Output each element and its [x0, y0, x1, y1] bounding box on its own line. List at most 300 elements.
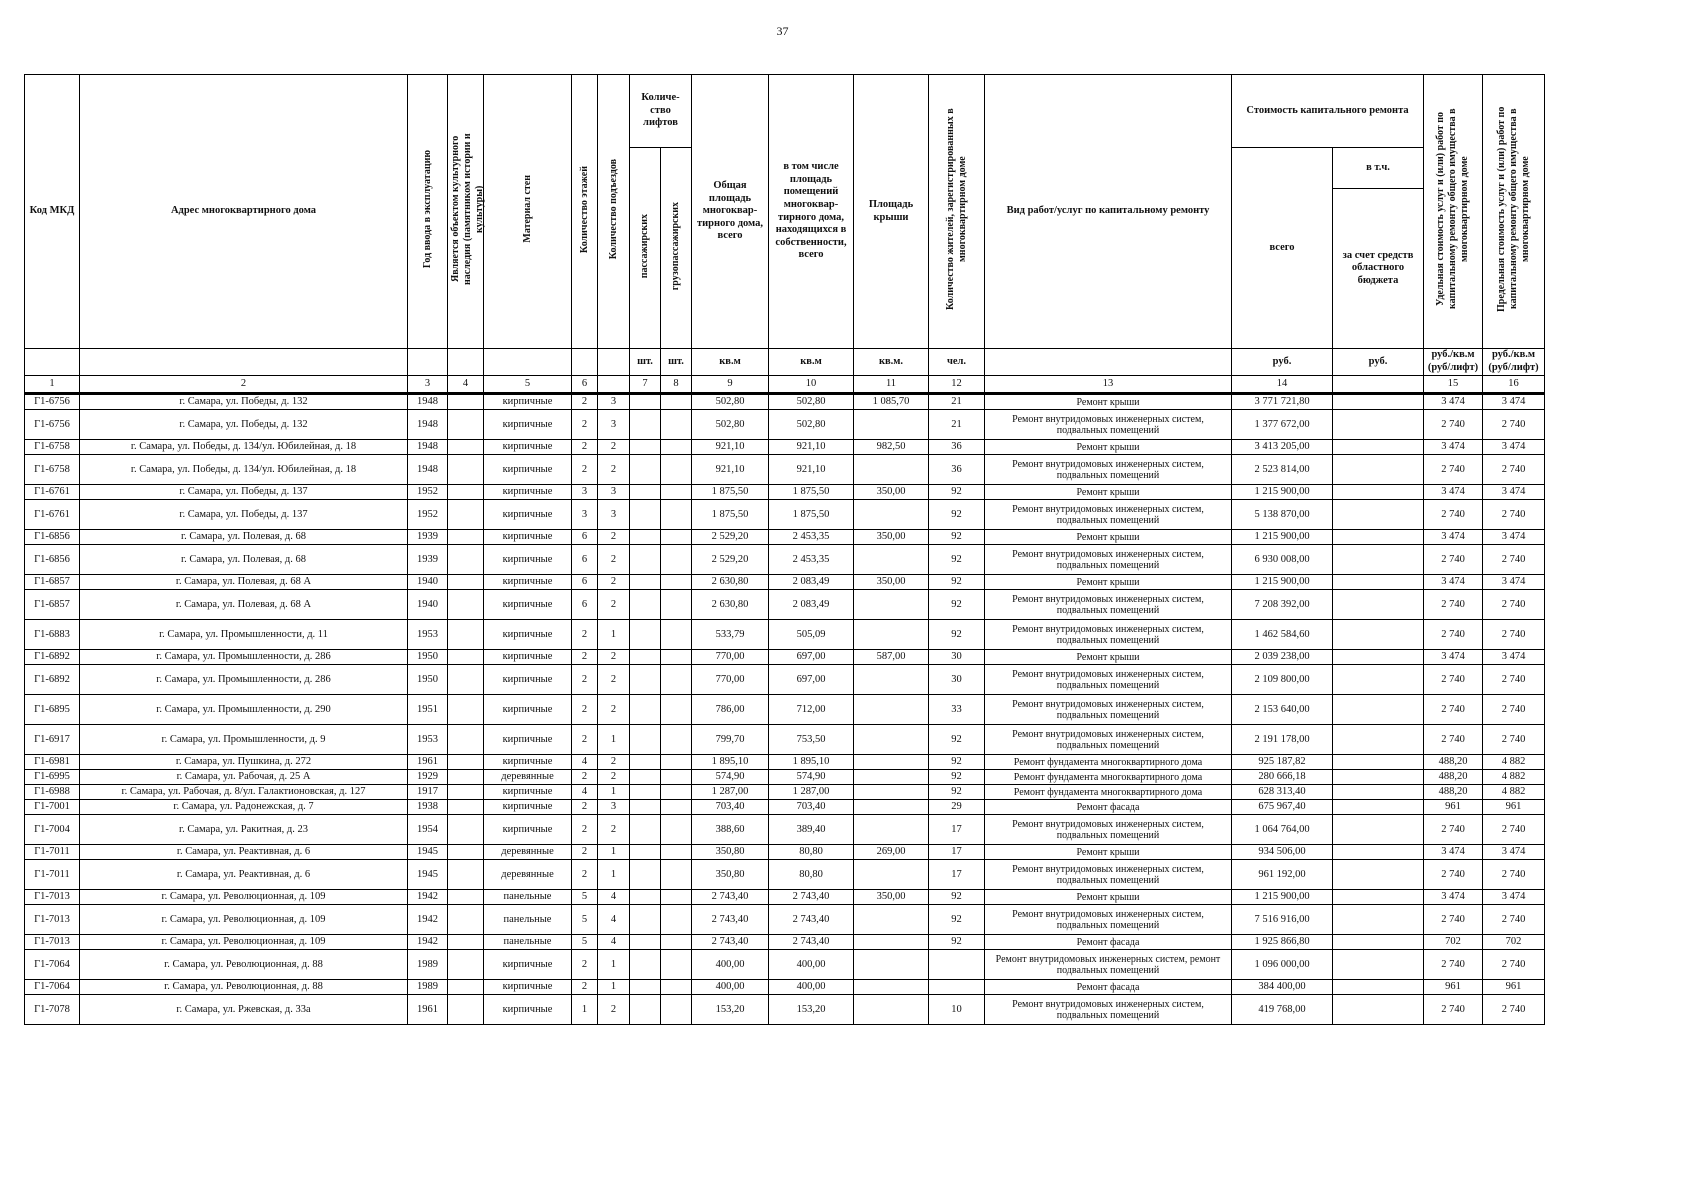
column-number: 4 — [448, 376, 484, 394]
cell-year: 1950 — [408, 665, 448, 695]
unit-rub-per: руб./кв.м (руб/лифт) — [1424, 349, 1483, 376]
cell-roof-area — [854, 800, 929, 815]
cell-passenger — [630, 755, 661, 770]
cell-code: Г1-7013 — [25, 890, 80, 905]
cell-work-type: Ремонт внутридомовых инженерных систем, подвальных помещений — [985, 590, 1232, 620]
cell-passenger — [630, 575, 661, 590]
cell-residents: 29 — [929, 800, 985, 815]
cell-unit-cost: 2 740 — [1424, 905, 1483, 935]
cell-regional — [1333, 530, 1424, 545]
cell-total-area: 2 743,40 — [692, 890, 769, 905]
cell-roof-area — [854, 935, 929, 950]
cell-unit-cost: 3 474 — [1424, 440, 1483, 455]
cell-passenger — [630, 530, 661, 545]
cell-regional — [1333, 650, 1424, 665]
cell-roof-area: 1 085,70 — [854, 394, 929, 410]
cell-year: 1948 — [408, 455, 448, 485]
table-row — [25, 755, 1545, 770]
cell-floors: 4 — [572, 785, 598, 800]
cell-work-type: Ремонт фундамента многоквартирного дома — [985, 770, 1232, 785]
cell-cost: 1 377 672,00 — [1232, 410, 1333, 440]
cell-regional — [1333, 845, 1424, 860]
cell-entrances: 4 — [598, 935, 630, 950]
cell-address: г. Самара, ул. Радонежская, д. 7 — [80, 800, 408, 815]
cell-total-area: 2 743,40 — [692, 905, 769, 935]
cell-total-area: 1 895,10 — [692, 755, 769, 770]
cell-roof-area: 587,00 — [854, 650, 929, 665]
table-row — [25, 590, 1545, 620]
cell-address: г. Самара, ул. Ржевская, д. 33а — [80, 995, 408, 1025]
cell-floors: 1 — [572, 995, 598, 1025]
cell-work-type: Ремонт внутридомовых инженерных систем, подвальных помещений — [985, 455, 1232, 485]
cell-freight — [661, 485, 692, 500]
cell-limit-cost: 3 474 — [1483, 845, 1545, 860]
cell-address: г. Самара, ул. Полевая, д. 68 — [80, 530, 408, 545]
cell-limit-cost: 3 474 — [1483, 394, 1545, 410]
cell-heritage — [448, 650, 484, 665]
cell-unit-cost: 2 740 — [1424, 665, 1483, 695]
header-freight: грузопассажирских — [661, 148, 692, 349]
table-row — [25, 815, 1545, 845]
cell-code: Г1-7011 — [25, 860, 80, 890]
cell-material: кирпичные — [484, 530, 572, 545]
cell-cost: 419 768,00 — [1232, 995, 1333, 1025]
cell-material: кирпичные — [484, 575, 572, 590]
cell-limit-cost: 4 882 — [1483, 785, 1545, 800]
cell-material: кирпичные — [484, 755, 572, 770]
cell-passenger — [630, 860, 661, 890]
cell-passenger — [630, 440, 661, 455]
cell-work-type: Ремонт внутридомовых инженерных систем, подвальных помещений — [985, 620, 1232, 650]
cell-cost: 2 109 800,00 — [1232, 665, 1333, 695]
unit-rub: руб. — [1232, 349, 1333, 376]
cell-address: г. Самара, ул. Промышленности, д. 290 — [80, 695, 408, 725]
cell-unit-cost: 2 740 — [1424, 995, 1483, 1025]
header-incl: в т.ч. — [1333, 148, 1424, 189]
cell-passenger — [630, 800, 661, 815]
cell-limit-cost: 2 740 — [1483, 620, 1545, 650]
cell-code: Г1-6756 — [25, 394, 80, 410]
cell-material: кирпичные — [484, 485, 572, 500]
cell-regional — [1333, 620, 1424, 650]
cell-code: Г1-6856 — [25, 530, 80, 545]
cell-regional — [1333, 905, 1424, 935]
cell-unit-cost: 2 740 — [1424, 725, 1483, 755]
cell-freight — [661, 980, 692, 995]
cell-cost: 1 096 000,00 — [1232, 950, 1333, 980]
cell-total-area: 2 743,40 — [692, 935, 769, 950]
unit-rub: руб. — [1333, 349, 1424, 376]
cell-code: Г1-7078 — [25, 995, 80, 1025]
cell-year: 1951 — [408, 695, 448, 725]
cell-freight — [661, 905, 692, 935]
cell-residents: 92 — [929, 785, 985, 800]
cell-heritage — [448, 410, 484, 440]
table-row — [25, 440, 1545, 455]
cell-material: кирпичные — [484, 650, 572, 665]
cell-owned-area: 80,80 — [769, 845, 854, 860]
cell-passenger — [630, 394, 661, 410]
unit-people: чел. — [929, 349, 985, 376]
cell-limit-cost: 2 740 — [1483, 665, 1545, 695]
cell-heritage — [448, 394, 484, 410]
cell-work-type: Ремонт внутридомовых инженерных систем, подвальных помещений — [985, 500, 1232, 530]
page-number: 37 — [776, 24, 789, 38]
cell-heritage — [448, 500, 484, 530]
cell-heritage — [448, 890, 484, 905]
cell-unit-cost: 2 740 — [1424, 695, 1483, 725]
cell-residents — [929, 950, 985, 980]
cell-regional — [1333, 860, 1424, 890]
cell-entrances: 4 — [598, 905, 630, 935]
cell-roof-area: 350,00 — [854, 485, 929, 500]
cell-total-area: 350,80 — [692, 845, 769, 860]
cell-address: г. Самара, ул. Промышленности, д. 286 — [80, 665, 408, 695]
cell-cost: 1 215 900,00 — [1232, 575, 1333, 590]
cell-residents: 92 — [929, 905, 985, 935]
cell-regional — [1333, 800, 1424, 815]
cell-limit-cost: 3 474 — [1483, 440, 1545, 455]
cell-address: г. Самара, ул. Победы, д. 134/ул. Юбилейная, д. 18 — [80, 440, 408, 455]
table-row — [25, 905, 1545, 935]
cell-freight — [661, 770, 692, 785]
cell-residents: 92 — [929, 725, 985, 755]
cell-passenger — [630, 500, 661, 530]
cell-material: кирпичные — [484, 665, 572, 695]
column-number: 2 — [80, 376, 408, 394]
cell-owned-area: 921,10 — [769, 440, 854, 455]
cell-cost: 961 192,00 — [1232, 860, 1333, 890]
cell-residents: 92 — [929, 575, 985, 590]
cell-floors: 2 — [572, 860, 598, 890]
column-number: 13 — [985, 376, 1232, 394]
cell-residents: 36 — [929, 440, 985, 455]
cell-total-area: 2 529,20 — [692, 530, 769, 545]
cell-cost: 384 400,00 — [1232, 980, 1333, 995]
cell-total-area: 2 630,80 — [692, 575, 769, 590]
table-header — [25, 75, 1545, 394]
header-elevators: Количе-ство лифтов — [630, 75, 692, 148]
cell-material: кирпичные — [484, 394, 572, 410]
cell-total-area: 153,20 — [692, 995, 769, 1025]
cell-year: 1950 — [408, 650, 448, 665]
cell-total-area: 770,00 — [692, 665, 769, 695]
cell-year: 1929 — [408, 770, 448, 785]
cell-owned-area: 2 083,49 — [769, 590, 854, 620]
cell-cost: 6 930 008,00 — [1232, 545, 1333, 575]
cell-passenger — [630, 770, 661, 785]
cell-cost: 3 413 205,00 — [1232, 440, 1333, 455]
cell-owned-area: 753,50 — [769, 725, 854, 755]
cell-entrances: 1 — [598, 860, 630, 890]
cell-regional — [1333, 410, 1424, 440]
cell-floors: 5 — [572, 935, 598, 950]
cell-total-area: 770,00 — [692, 650, 769, 665]
cell-residents: 92 — [929, 890, 985, 905]
cell-code: Г1-7013 — [25, 905, 80, 935]
cell-freight — [661, 890, 692, 905]
cell-unit-cost: 2 740 — [1424, 500, 1483, 530]
cell-owned-area: 697,00 — [769, 665, 854, 695]
cell-heritage — [448, 440, 484, 455]
cell-code: Г1-6758 — [25, 440, 80, 455]
cell-work-type: Ремонт внутридомовых инженерных систем, подвальных помещений — [985, 815, 1232, 845]
cell-passenger — [630, 620, 661, 650]
table-row — [25, 665, 1545, 695]
cell-total-area: 2 529,20 — [692, 545, 769, 575]
cell-address: г. Самара, ул. Реактивная, д. 6 — [80, 860, 408, 890]
cell-passenger — [630, 725, 661, 755]
cell-address: г. Самара, ул. Пушкина, д. 272 — [80, 755, 408, 770]
cell-total-area: 799,70 — [692, 725, 769, 755]
cell-work-type: Ремонт внутридомовых инженерных систем, подвальных помещений — [985, 905, 1232, 935]
column-number: 9 — [692, 376, 769, 394]
header-unit-cost: Удельная стоимость услуг и (или) работ по капитальному ремонту общего имущества в многоквартирном доме — [1424, 75, 1483, 349]
cell-cost: 2 191 178,00 — [1232, 725, 1333, 755]
cell-owned-area: 505,09 — [769, 620, 854, 650]
cell-code: Г1-6917 — [25, 725, 80, 755]
cell-unit-cost: 961 — [1424, 800, 1483, 815]
cell-freight — [661, 695, 692, 725]
column-numbers-row — [25, 376, 1545, 394]
cell-year: 1942 — [408, 905, 448, 935]
cell-limit-cost: 2 740 — [1483, 455, 1545, 485]
table-row — [25, 845, 1545, 860]
cell-floors: 6 — [572, 545, 598, 575]
cell-passenger — [630, 845, 661, 860]
unit-sqm: кв.м — [769, 349, 854, 376]
cell-owned-area: 502,80 — [769, 394, 854, 410]
cell-passenger — [630, 545, 661, 575]
cell-code: Г1-7013 — [25, 935, 80, 950]
cell-entrances: 2 — [598, 665, 630, 695]
cell-residents: 21 — [929, 394, 985, 410]
cell-limit-cost: 2 740 — [1483, 725, 1545, 755]
cell-freight — [661, 815, 692, 845]
cell-limit-cost: 2 740 — [1483, 995, 1545, 1025]
cell-freight — [661, 995, 692, 1025]
cell-heritage — [448, 950, 484, 980]
cell-material: кирпичные — [484, 590, 572, 620]
column-number: 12 — [929, 376, 985, 394]
cell-entrances: 2 — [598, 530, 630, 545]
cell-entrances: 1 — [598, 980, 630, 995]
cell-entrances: 1 — [598, 845, 630, 860]
column-number — [598, 376, 630, 394]
cell-freight — [661, 394, 692, 410]
cell-passenger — [630, 695, 661, 725]
cell-code: Г1-6883 — [25, 620, 80, 650]
cell-address: г. Самара, ул. Рабочая, д. 8/ул. Галактионовская, д. 127 — [80, 785, 408, 800]
cell-freight — [661, 620, 692, 650]
cell-regional — [1333, 785, 1424, 800]
cell-address: г. Самара, ул. Реактивная, д. 6 — [80, 845, 408, 860]
cell-roof-area — [854, 980, 929, 995]
cell-regional — [1333, 755, 1424, 770]
header-cost-total: всего — [1232, 148, 1333, 349]
cell-limit-cost: 2 740 — [1483, 500, 1545, 530]
cell-address: г. Самара, ул. Революционная, д. 109 — [80, 935, 408, 950]
cell-residents: 21 — [929, 410, 985, 440]
cell-entrances: 3 — [598, 394, 630, 410]
cell-passenger — [630, 785, 661, 800]
cell-roof-area — [854, 455, 929, 485]
cell-unit-cost: 702 — [1424, 935, 1483, 950]
cell-owned-area: 2 083,49 — [769, 575, 854, 590]
cell-regional — [1333, 815, 1424, 845]
cell-freight — [661, 650, 692, 665]
cell-freight — [661, 950, 692, 980]
table-row — [25, 935, 1545, 950]
cell-passenger — [630, 935, 661, 950]
cell-address: г. Самара, ул. Победы, д. 132 — [80, 410, 408, 440]
cell-entrances: 3 — [598, 800, 630, 815]
cell-unit-cost: 3 474 — [1424, 890, 1483, 905]
cell-owned-area: 389,40 — [769, 815, 854, 845]
cell-address: г. Самара, ул. Революционная, д. 109 — [80, 890, 408, 905]
cell-total-area: 921,10 — [692, 440, 769, 455]
cell-residents: 92 — [929, 935, 985, 950]
cell-heritage — [448, 800, 484, 815]
cell-regional — [1333, 455, 1424, 485]
cell-material: кирпичные — [484, 800, 572, 815]
cell-year: 1961 — [408, 755, 448, 770]
cell-heritage — [448, 545, 484, 575]
cell-work-type: Ремонт фундамента многоквартирного дома — [985, 755, 1232, 770]
cell-floors: 3 — [572, 500, 598, 530]
cell-work-type: Ремонт крыши — [985, 394, 1232, 410]
cell-address: г. Самара, ул. Победы, д. 134/ул. Юбилейная, д. 18 — [80, 455, 408, 485]
cell-unit-cost: 961 — [1424, 980, 1483, 995]
header-work-type: Вид работ/услуг по капитальному ремонту — [985, 75, 1232, 349]
cell-cost: 280 666,18 — [1232, 770, 1333, 785]
cell-entrances: 3 — [598, 485, 630, 500]
cell-code: Г1-6856 — [25, 545, 80, 575]
table-row — [25, 650, 1545, 665]
cell-material: панельные — [484, 905, 572, 935]
cell-roof-area — [854, 725, 929, 755]
header-heritage: Является объектом культурного наследия (памятником истории и культуры) — [448, 75, 484, 349]
cell-unit-cost: 3 474 — [1424, 394, 1483, 410]
table-row — [25, 785, 1545, 800]
cell-entrances: 1 — [598, 725, 630, 755]
cell-owned-area: 1 875,50 — [769, 485, 854, 500]
cell-year: 1989 — [408, 980, 448, 995]
cell-entrances: 1 — [598, 620, 630, 650]
cell-cost: 3 771 721,80 — [1232, 394, 1333, 410]
cell-limit-cost: 3 474 — [1483, 485, 1545, 500]
header-total-area: Общая площадь многоквар-тирного дома, всего — [692, 75, 769, 349]
cell-entrances: 2 — [598, 770, 630, 785]
cell-heritage — [448, 905, 484, 935]
cell-heritage — [448, 815, 484, 845]
header-year: Год ввода в эксплуатацию — [408, 75, 448, 349]
cell-material: деревянные — [484, 860, 572, 890]
cell-year: 1940 — [408, 590, 448, 620]
cell-work-type: Ремонт внутридомовых инженерных систем, подвальных помещений — [985, 860, 1232, 890]
cell-code: Г1-6761 — [25, 500, 80, 530]
cell-regional — [1333, 665, 1424, 695]
cell-owned-area: 1 875,50 — [769, 500, 854, 530]
cell-unit-cost: 488,20 — [1424, 770, 1483, 785]
cell-roof-area: 350,00 — [854, 575, 929, 590]
cell-owned-area: 697,00 — [769, 650, 854, 665]
cell-address: г. Самара, ул. Полевая, д. 68 А — [80, 590, 408, 620]
cell-year: 1953 — [408, 620, 448, 650]
table-row — [25, 995, 1545, 1025]
cell-code: Г1-6758 — [25, 455, 80, 485]
cell-roof-area — [854, 545, 929, 575]
column-number: 16 — [1483, 376, 1545, 394]
cell-year: 1948 — [408, 394, 448, 410]
cell-roof-area — [854, 950, 929, 980]
cell-floors: 2 — [572, 665, 598, 695]
cell-material: кирпичные — [484, 995, 572, 1025]
cell-code: Г1-7004 — [25, 815, 80, 845]
table-row — [25, 620, 1545, 650]
cell-floors: 2 — [572, 410, 598, 440]
cell-year: 1917 — [408, 785, 448, 800]
cell-freight — [661, 755, 692, 770]
cell-heritage — [448, 755, 484, 770]
cell-owned-area: 1 287,00 — [769, 785, 854, 800]
cell-unit-cost: 2 740 — [1424, 860, 1483, 890]
cell-floors: 2 — [572, 980, 598, 995]
cell-work-type: Ремонт крыши — [985, 650, 1232, 665]
cell-entrances: 2 — [598, 590, 630, 620]
cell-entrances: 2 — [598, 995, 630, 1025]
cell-material: кирпичные — [484, 620, 572, 650]
cell-heritage — [448, 590, 484, 620]
cell-year: 1954 — [408, 815, 448, 845]
cell-residents: 92 — [929, 530, 985, 545]
cell-work-type: Ремонт крыши — [985, 845, 1232, 860]
cell-residents: 17 — [929, 860, 985, 890]
cell-owned-area: 153,20 — [769, 995, 854, 1025]
header-residents: Количество жителей, зарегистрированных в многоквартирном доме — [929, 75, 985, 349]
column-number: 11 — [854, 376, 929, 394]
cell-cost: 1 064 764,00 — [1232, 815, 1333, 845]
cell-material: панельные — [484, 890, 572, 905]
cell-floors: 2 — [572, 695, 598, 725]
cell-freight — [661, 530, 692, 545]
cell-code: Г1-6756 — [25, 410, 80, 440]
cell-code: Г1-6995 — [25, 770, 80, 785]
cell-roof-area — [854, 500, 929, 530]
cell-entrances: 3 — [598, 410, 630, 440]
cell-address: г. Самара, ул. Полевая, д. 68 А — [80, 575, 408, 590]
cell-total-area: 703,40 — [692, 800, 769, 815]
cell-year: 1948 — [408, 440, 448, 455]
cell-regional — [1333, 695, 1424, 725]
cell-cost: 628 313,40 — [1232, 785, 1333, 800]
cell-total-area: 350,80 — [692, 860, 769, 890]
cell-entrances: 1 — [598, 950, 630, 980]
cell-owned-area: 2 743,40 — [769, 935, 854, 950]
cell-limit-cost: 2 740 — [1483, 815, 1545, 845]
table-row — [25, 695, 1545, 725]
cell-freight — [661, 845, 692, 860]
cell-heritage — [448, 485, 484, 500]
cell-address: г. Самара, ул. Ракитная, д. 23 — [80, 815, 408, 845]
cell-roof-area — [854, 815, 929, 845]
units-row — [25, 349, 1545, 376]
cell-owned-area: 80,80 — [769, 860, 854, 890]
unit-pcs: шт. — [630, 349, 661, 376]
header-passenger: пассажирских — [630, 148, 661, 349]
cell-floors: 2 — [572, 440, 598, 455]
cell-limit-cost: 3 474 — [1483, 650, 1545, 665]
